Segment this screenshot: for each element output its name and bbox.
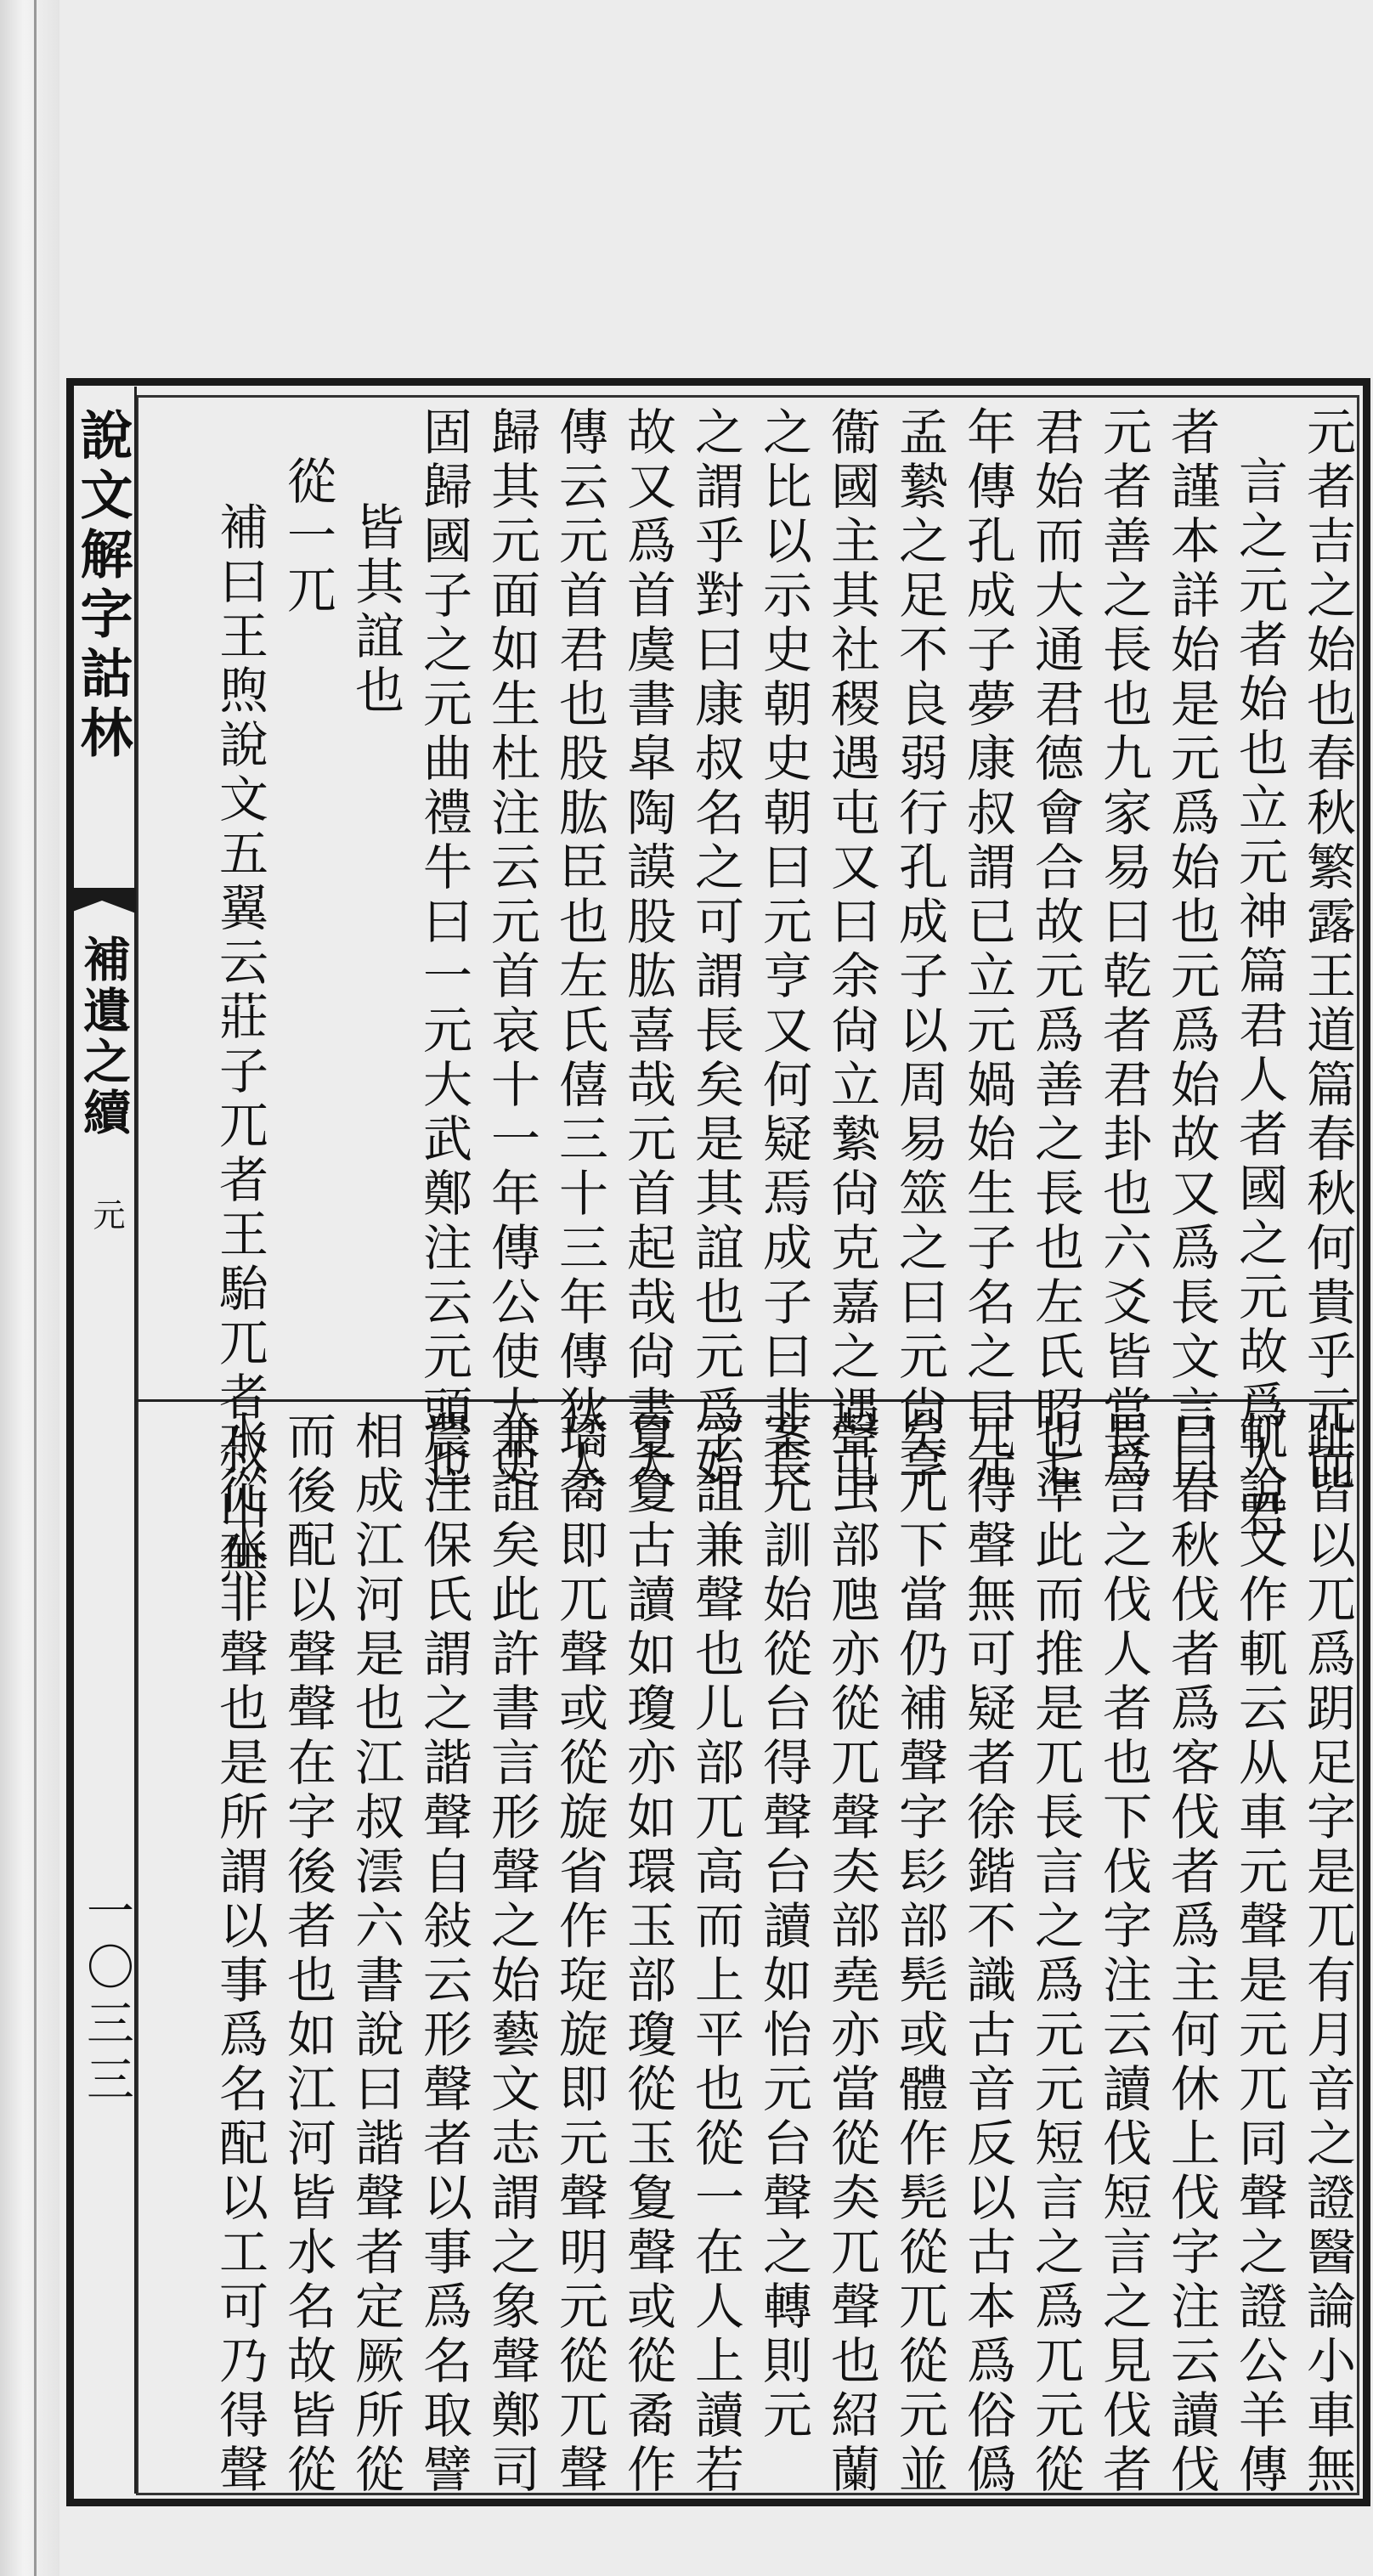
text-column: 夐夐古讀如瓊亦如環玉部瓊從玉夐聲或從矞作 [619, 1410, 676, 2498]
text-column: 長言之伐人者也下伐字注云讀伐短言之見伐者 [1094, 1410, 1152, 2498]
text-column: 衞國主其社稷遇屯又曰余尙立縶尙克嘉之遇屯 [822, 406, 880, 1494]
text-column: 元者善之長也九家易曰乾者君卦也六爻皆當爲 [1094, 406, 1152, 1494]
text-column: 傳云元首君也股肱臣也左氏僖三十三年傳狄人 [551, 406, 608, 1494]
section-title: 補遺之續 [76, 935, 132, 1138]
lower-register [137, 1410, 1357, 2498]
text-column: 皆其誼也 [347, 501, 404, 719]
text-column: 兀得聲無可疑者徐鍇不識古音反以古本爲俗僞 [958, 1410, 1016, 2498]
fishtail-mark [68, 884, 136, 918]
text-column: 字誼兼聲也儿部兀高而上平也從一在人上讀若 [686, 1410, 744, 2498]
text-column: 之比以示史朝史朝曰元亨又何疑焉成子曰非長 [754, 406, 812, 1494]
book-spine [0, 0, 59, 2576]
text-column: 固歸國子之元曲禮牛曰一元大武鄭注云元頭也 [415, 406, 472, 1494]
entry-heading: 元 [88, 1198, 125, 1230]
text-column: 璚矞即兀聲或從旋省作琁旋即元聲明元從兀聲 [551, 1410, 608, 2498]
text-column: 聲虫部虺亦從兀聲㚐部堯亦當從㚐兀聲也紹蘭 [822, 1410, 880, 2498]
text-column: 從一兀 [279, 455, 336, 619]
text-column: 矣兀下當仍補聲字髟部髡或體作髡從兀從元並 [890, 1410, 948, 2498]
text-column: 補曰王煦說文五翼云莊子兀者王駘兀者叔山無 [211, 501, 268, 1589]
text-column: 君始而大通君德會合故元爲善之長也左氏昭七 [1026, 406, 1084, 1494]
text-column: 趾皆以兀爲跀足字是兀有月音之證醫論小車無 [1298, 1410, 1356, 2498]
text-column: 而後配以聲聲在字後者也如江河皆水名故皆從 [279, 1410, 336, 2498]
text-column: 之謂乎對曰康叔名之可謂長矣是其誼也元爲始 [686, 406, 744, 1494]
text-column: 相成江河是也江叔澐六書說曰諧聲者定厥所從 [347, 1410, 404, 2498]
text-column: 年傳孔成子夢康叔謂已立元媧始生子名之曰元 [958, 406, 1016, 1494]
text-column: 農注保氏謂之諧聲自敍云形聲者以事爲名取譬 [415, 1410, 472, 2498]
page-number: 一〇三三 [79, 1886, 134, 2110]
text-column: 軏說文作軏云从車元聲是元兀同聲之證公羊傳 [1230, 1410, 1288, 2498]
spine-edge-line [34, 0, 37, 2576]
book-title: 說文解字詁林 [71, 408, 133, 765]
text-column: 歸其元面如生杜注云元首哀十一年傳公使大史 [483, 406, 540, 1494]
text-column: 元者吉之始也春秋繁露王道篇春秋何貴乎元而 [1298, 406, 1356, 1494]
text-column: 案元訓始從台得聲台讀如怡元台聲之轉則元 [754, 1410, 812, 2443]
upper-register [137, 406, 1357, 1589]
text-column: 水從水非聲也是所謂以事爲名配以工可乃得聲 [211, 1410, 268, 2498]
text-column: 言之元者始也立元神篇君人者國之元故爲人君 [1230, 455, 1288, 1543]
text-column: 兼誼矣此許書言形聲之始藝文志謂之象聲鄭司 [483, 1410, 540, 2498]
text-column: 孟縶之足不良弱行孔成子以周易筮之曰元尙享 [890, 406, 948, 1494]
text-column: 曰春秋伐者爲客伐者爲主何休上伐字注云讀伐 [1162, 1410, 1220, 2498]
text-column: 故又爲首虞書皐陶謨股肱喜哉元首起哉尙書大 [619, 406, 676, 1494]
text-column: 也準此而推是兀長言之爲元元短言之爲兀元從 [1026, 1410, 1084, 2498]
text-column: 者謹本詳始是元爲始也元爲始故又爲長文言曰 [1162, 406, 1220, 1494]
